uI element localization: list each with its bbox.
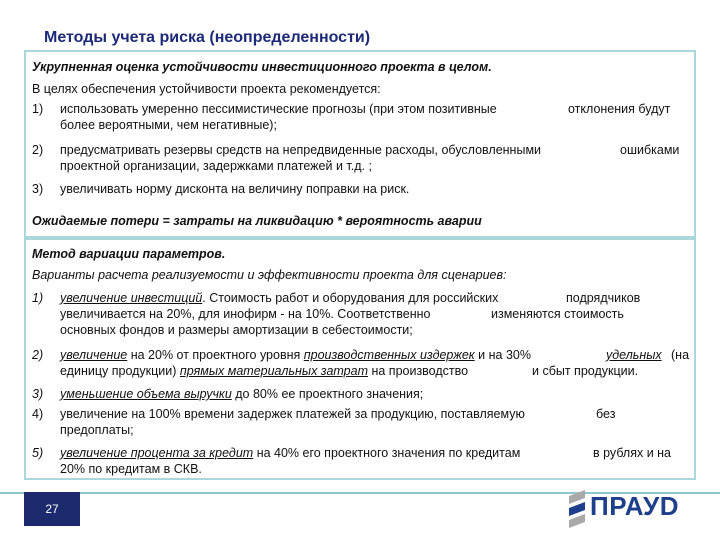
list-item-text: изменяются стоимость [491, 307, 624, 321]
block1-intro: В целях обеспечения устойчивости проекта рекомендуется: [32, 82, 381, 96]
list-number: 1) [32, 102, 44, 116]
list-number: 2) [32, 348, 44, 362]
list-item-text: в рублях и на [593, 446, 672, 460]
list-item-text: единицу продукции) прямых материальных затрат на производство [60, 364, 469, 378]
list-item-text: использовать умеренно пессимистические прогнозы (при этом позитивные [60, 102, 497, 116]
list-item-text: удельных [606, 348, 662, 362]
list-item-text: (на [671, 348, 690, 362]
investment-increase-link: увеличение инвестиций [60, 291, 203, 305]
list-item-text: отклонения будут [568, 102, 671, 116]
list-item-text: увеличение инвестиций. Стоимость работ и оборудования для российских [60, 291, 499, 305]
expected-loss-formula: Ожидаемые потери = затраты на ликвидацию * вероятность аварии [32, 214, 482, 228]
list-item-text: проектной организации, задержками платежей и т.д. ; [60, 159, 372, 173]
list-number: 1) [32, 291, 44, 305]
list-number: 3) [32, 182, 44, 196]
list-item-text: увеличение на 100% времени задержек платежей за продукцию, поставляемую [60, 407, 525, 421]
list-number: 2) [32, 143, 44, 157]
list-item-text: основных фондов и размеры амортизации в себестоимости; [60, 323, 413, 337]
list-item-text: увеличение на 20% от проектного уровня производственных издержек и на 30% [60, 348, 531, 362]
list-item-text: более вероятными, чем негативные); [60, 118, 277, 132]
list-item-text: предоплаты; [60, 423, 134, 437]
list-item-text: без [596, 407, 616, 421]
list-number: 4) [32, 407, 44, 421]
list-item-text: уменьшение объема выручки до 80% ее проектного значения; [60, 387, 424, 401]
list-item-text: предусматривать резервы средств на непредвиденные расходы, обусловленными [60, 143, 542, 157]
list-number: 3) [32, 387, 44, 401]
page-number: 27 [24, 492, 80, 526]
list-item-text: увеличение процента за кредит на 40% его проектного значения по кредитам [60, 446, 521, 460]
block1-heading: Укрупненная оценка устойчивости инвестиционного проекта в целом. [32, 60, 492, 74]
list-item-text: подрядчиков [566, 291, 641, 305]
list-item-text: увеличивать норму дисконта на величину поправки на риск. [60, 182, 410, 196]
list-item-text: увеличивается на 20%, для инофирм - на 10%. Соответственно [60, 307, 431, 321]
list-item-text: и сбыт продукции. [532, 364, 639, 378]
list-item-text: ошибками [620, 143, 680, 157]
block2-intro: Варианты расчета реализуемости и эффективности проекта для сценариев: [32, 268, 507, 282]
block2-heading: Метод вариации параметров. [32, 247, 226, 261]
list-item-text: 20% по кредитам в СКВ. [60, 462, 202, 476]
list-number: 5) [32, 446, 44, 460]
praud-logo-text: ПРАУD [590, 491, 679, 521]
page-title: Методы учета риска (неопределенности) [44, 29, 371, 46]
